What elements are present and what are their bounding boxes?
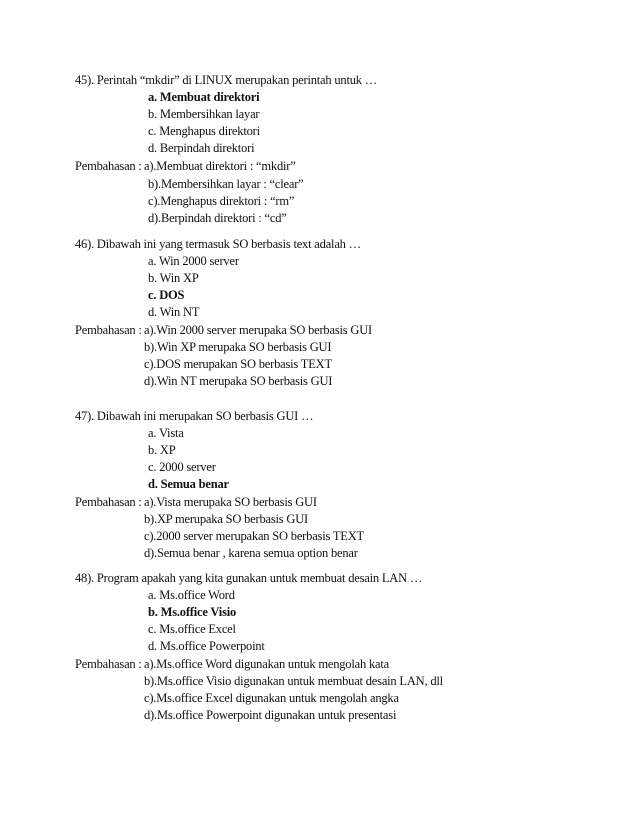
explanation-48-c: c).Ms.office Excel digunakan untuk mengolah angka bbox=[144, 691, 399, 705]
explanation-47-d: d).Semua benar , karena semua option benar bbox=[144, 546, 358, 560]
explanation-48-d: d).Ms.office Powerpoint digunakan untuk presentasi bbox=[144, 708, 397, 722]
explanation-45-c: c).Menghapus direktori : “rm” bbox=[148, 194, 295, 208]
question-47-option-a: a. Vista bbox=[148, 426, 184, 440]
question-45-text: 45). Perintah “mkdir” di LINUX merupakan perintah untuk … bbox=[75, 73, 378, 87]
question-46-text: 46). Dibawah ini yang termasuk SO berbasis text adalah … bbox=[75, 237, 361, 251]
explanation-48-b: b).Ms.office Visio digunakan untuk membuat desain LAN, dll bbox=[144, 674, 443, 688]
explanation-45-a: a).Membuat direktori : “mkdir” bbox=[144, 159, 296, 173]
question-46-option-a: a. Win 2000 server bbox=[148, 254, 239, 268]
explanation-47-b: b).XP merupaka SO berbasis GUI bbox=[144, 512, 308, 526]
explanation-47-label: Pembahasan : bbox=[75, 495, 142, 509]
explanation-47-a: a).Vista merupaka SO berbasis GUI bbox=[144, 495, 317, 509]
explanation-46-a: a).Win 2000 server merupaka SO berbasis GUI bbox=[144, 323, 372, 337]
explanation-48-a: a).Ms.office Word digunakan untuk mengolah kata bbox=[144, 657, 389, 671]
question-46-option-c: c. DOS bbox=[148, 288, 185, 302]
explanation-46-d: d).Win NT merupaka SO berbasis GUI bbox=[144, 374, 333, 388]
explanation-46-b: b).Win XP merupaka SO berbasis GUI bbox=[144, 340, 332, 354]
question-47-option-d: d. Semua benar bbox=[148, 477, 229, 491]
question-47-option-c: c. 2000 server bbox=[148, 460, 216, 474]
question-48-option-b: b. Ms.office Visio bbox=[148, 605, 237, 619]
question-45-option-d: d. Berpindah direktori bbox=[148, 141, 255, 155]
question-46-option-b: b. Win XP bbox=[148, 271, 199, 285]
question-48-option-c: c. Ms.office Excel bbox=[148, 622, 236, 636]
question-45-option-b: b. Membersihkan layar bbox=[148, 107, 260, 121]
question-47-text: 47). Dibawah ini merupakan SO berbasis GUI … bbox=[75, 409, 314, 423]
explanation-47-c: c).2000 server merupakan SO berbasis TEXT bbox=[144, 529, 364, 543]
question-48-option-a: a. Ms.office Word bbox=[148, 588, 235, 602]
explanation-45-b: b).Membersihkan layar : “clear” bbox=[148, 177, 304, 191]
question-47-option-b: b. XP bbox=[148, 443, 176, 457]
explanation-45-d: d).Berpindah direktori : “cd” bbox=[148, 211, 287, 225]
explanation-46-c: c).DOS merupakan SO berbasis TEXT bbox=[144, 357, 332, 371]
question-48-option-d: d. Ms.office Powerpoint bbox=[148, 639, 265, 653]
question-46-option-d: d. Win NT bbox=[148, 305, 200, 319]
explanation-46-label: Pembahasan : bbox=[75, 323, 142, 337]
explanation-48-label: Pembahasan : bbox=[75, 657, 142, 671]
explanation-45-label: Pembahasan : bbox=[75, 159, 142, 173]
question-45-option-c: c. Menghapus direktori bbox=[148, 124, 260, 138]
question-48-text: 48). Program apakah yang kita gunakan untuk membuat desain LAN … bbox=[75, 571, 423, 585]
question-45-option-a: a. Membuat direktori bbox=[148, 90, 260, 104]
